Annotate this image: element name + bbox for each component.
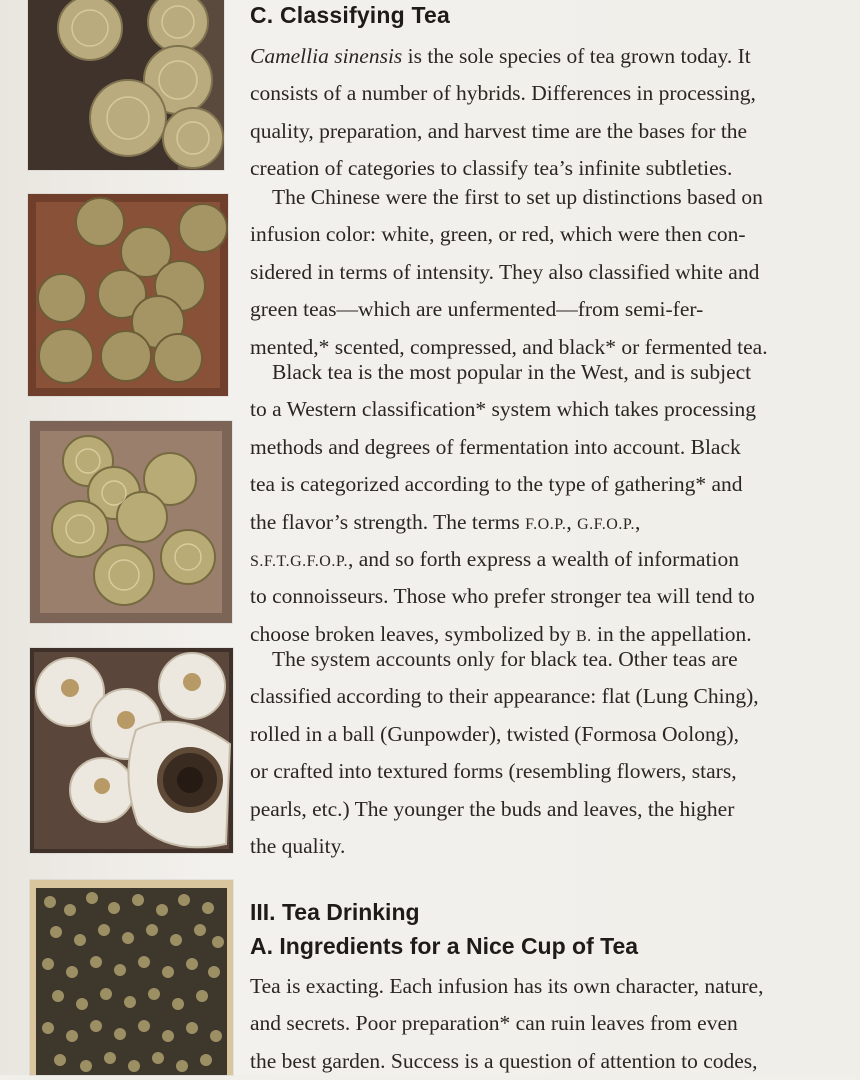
text-line: Tea is exacting. Each infusion has its own character, nature,	[250, 974, 764, 998]
text-line: to a Western classification* system which takes processing	[250, 397, 756, 422]
text-span: ,	[634, 509, 641, 534]
text-line: infusion color: white, green, or red, which were then con-	[250, 222, 746, 247]
text-line: green teas—which are unfermented—from semi-fer-	[250, 297, 704, 322]
text-line: The Chinese were the first to set up distinctions based on	[272, 185, 763, 209]
text-line: sidered in terms of intensity. They also classified white and	[250, 259, 760, 284]
text-span: is the sole species of tea grown today. It	[402, 44, 751, 68]
photo-rolled-pearl-tea	[30, 880, 233, 1075]
grade-code-gfop: G.F.O.P.	[577, 515, 635, 533]
paragraph-chinese-distinctions	[250, 179, 820, 366]
text-line: classified according to their appearance: flat (Lung Ching),	[250, 684, 759, 709]
text-span: ,	[566, 509, 578, 534]
text-line: the best garden. Success is a question of attention to codes,	[250, 1048, 758, 1073]
text-line	[250, 504, 820, 541]
text-line: and secrets. Poor preparation* can ruin leaves from even	[250, 1011, 738, 1036]
grade-code-b: B.	[576, 627, 592, 645]
text-line: consists of a number of hybrids. Differences in processing,	[250, 81, 756, 106]
text-line	[250, 541, 820, 578]
text-line: rolled in a ball (Gunpowder), twisted (Formosa Oolong),	[250, 721, 740, 746]
section-heading-tea-drinking: III. Tea Drinking	[250, 899, 420, 925]
paragraph-other-teas	[250, 641, 820, 865]
text-span: choose broken leaves, symbolized by	[250, 621, 576, 646]
text-line: creation of categories to classify tea’s infinite subtleties.	[250, 156, 733, 181]
text-line: the quality.	[250, 833, 346, 858]
subsection-heading-ingredients: A. Ingredients for a Nice Cup of Tea	[250, 933, 639, 959]
text-span: , and so forth express a wealth of information	[347, 546, 740, 571]
text-span: in the appellation.	[591, 621, 752, 646]
text-line: methods and degrees of fermentation into account. Black	[250, 434, 741, 459]
photo-tea-rosettes-brown-tray	[30, 421, 232, 623]
text-line: The system accounts only for black tea. Other teas are	[272, 647, 738, 671]
grade-code-sftgfop: S.F.T.G.F.O.P.	[250, 552, 348, 570]
photo-flowering-tea-dark-tray	[28, 0, 224, 170]
paragraph-tea-exacting	[250, 968, 820, 1080]
text-line: pearls, etc.) The younger the buds and leaves, the higher	[250, 796, 735, 821]
text-line: Black tea is the most popular in the West, and is subject	[272, 360, 752, 384]
text-line: tea is categorized according to the type of gathering* and	[250, 472, 743, 497]
paragraph-species	[250, 38, 820, 188]
photo-tea-balls-red-tray	[28, 194, 228, 396]
photo-wrapped-tea-cakes	[30, 648, 233, 853]
text-line: or crafted into textured forms (resembling flowers, stars,	[250, 759, 737, 784]
section-heading-classifying-tea: C. Classifying Tea	[250, 2, 451, 28]
text-span: the flavor’s strength. The terms	[250, 509, 526, 534]
text-line	[250, 38, 820, 75]
text-line: quality, preparation, and harvest time are the bases for the	[250, 118, 748, 143]
text-line: mented,* scented, compressed, and black* or fermented tea.	[250, 334, 768, 359]
grade-code-fop: F.O.P.	[525, 515, 567, 533]
italic-species-name: Camellia sinensis	[250, 44, 403, 68]
text-line: to connoisseurs. Those who prefer stronger tea will tend to	[250, 584, 755, 609]
paragraph-black-tea	[250, 354, 820, 653]
